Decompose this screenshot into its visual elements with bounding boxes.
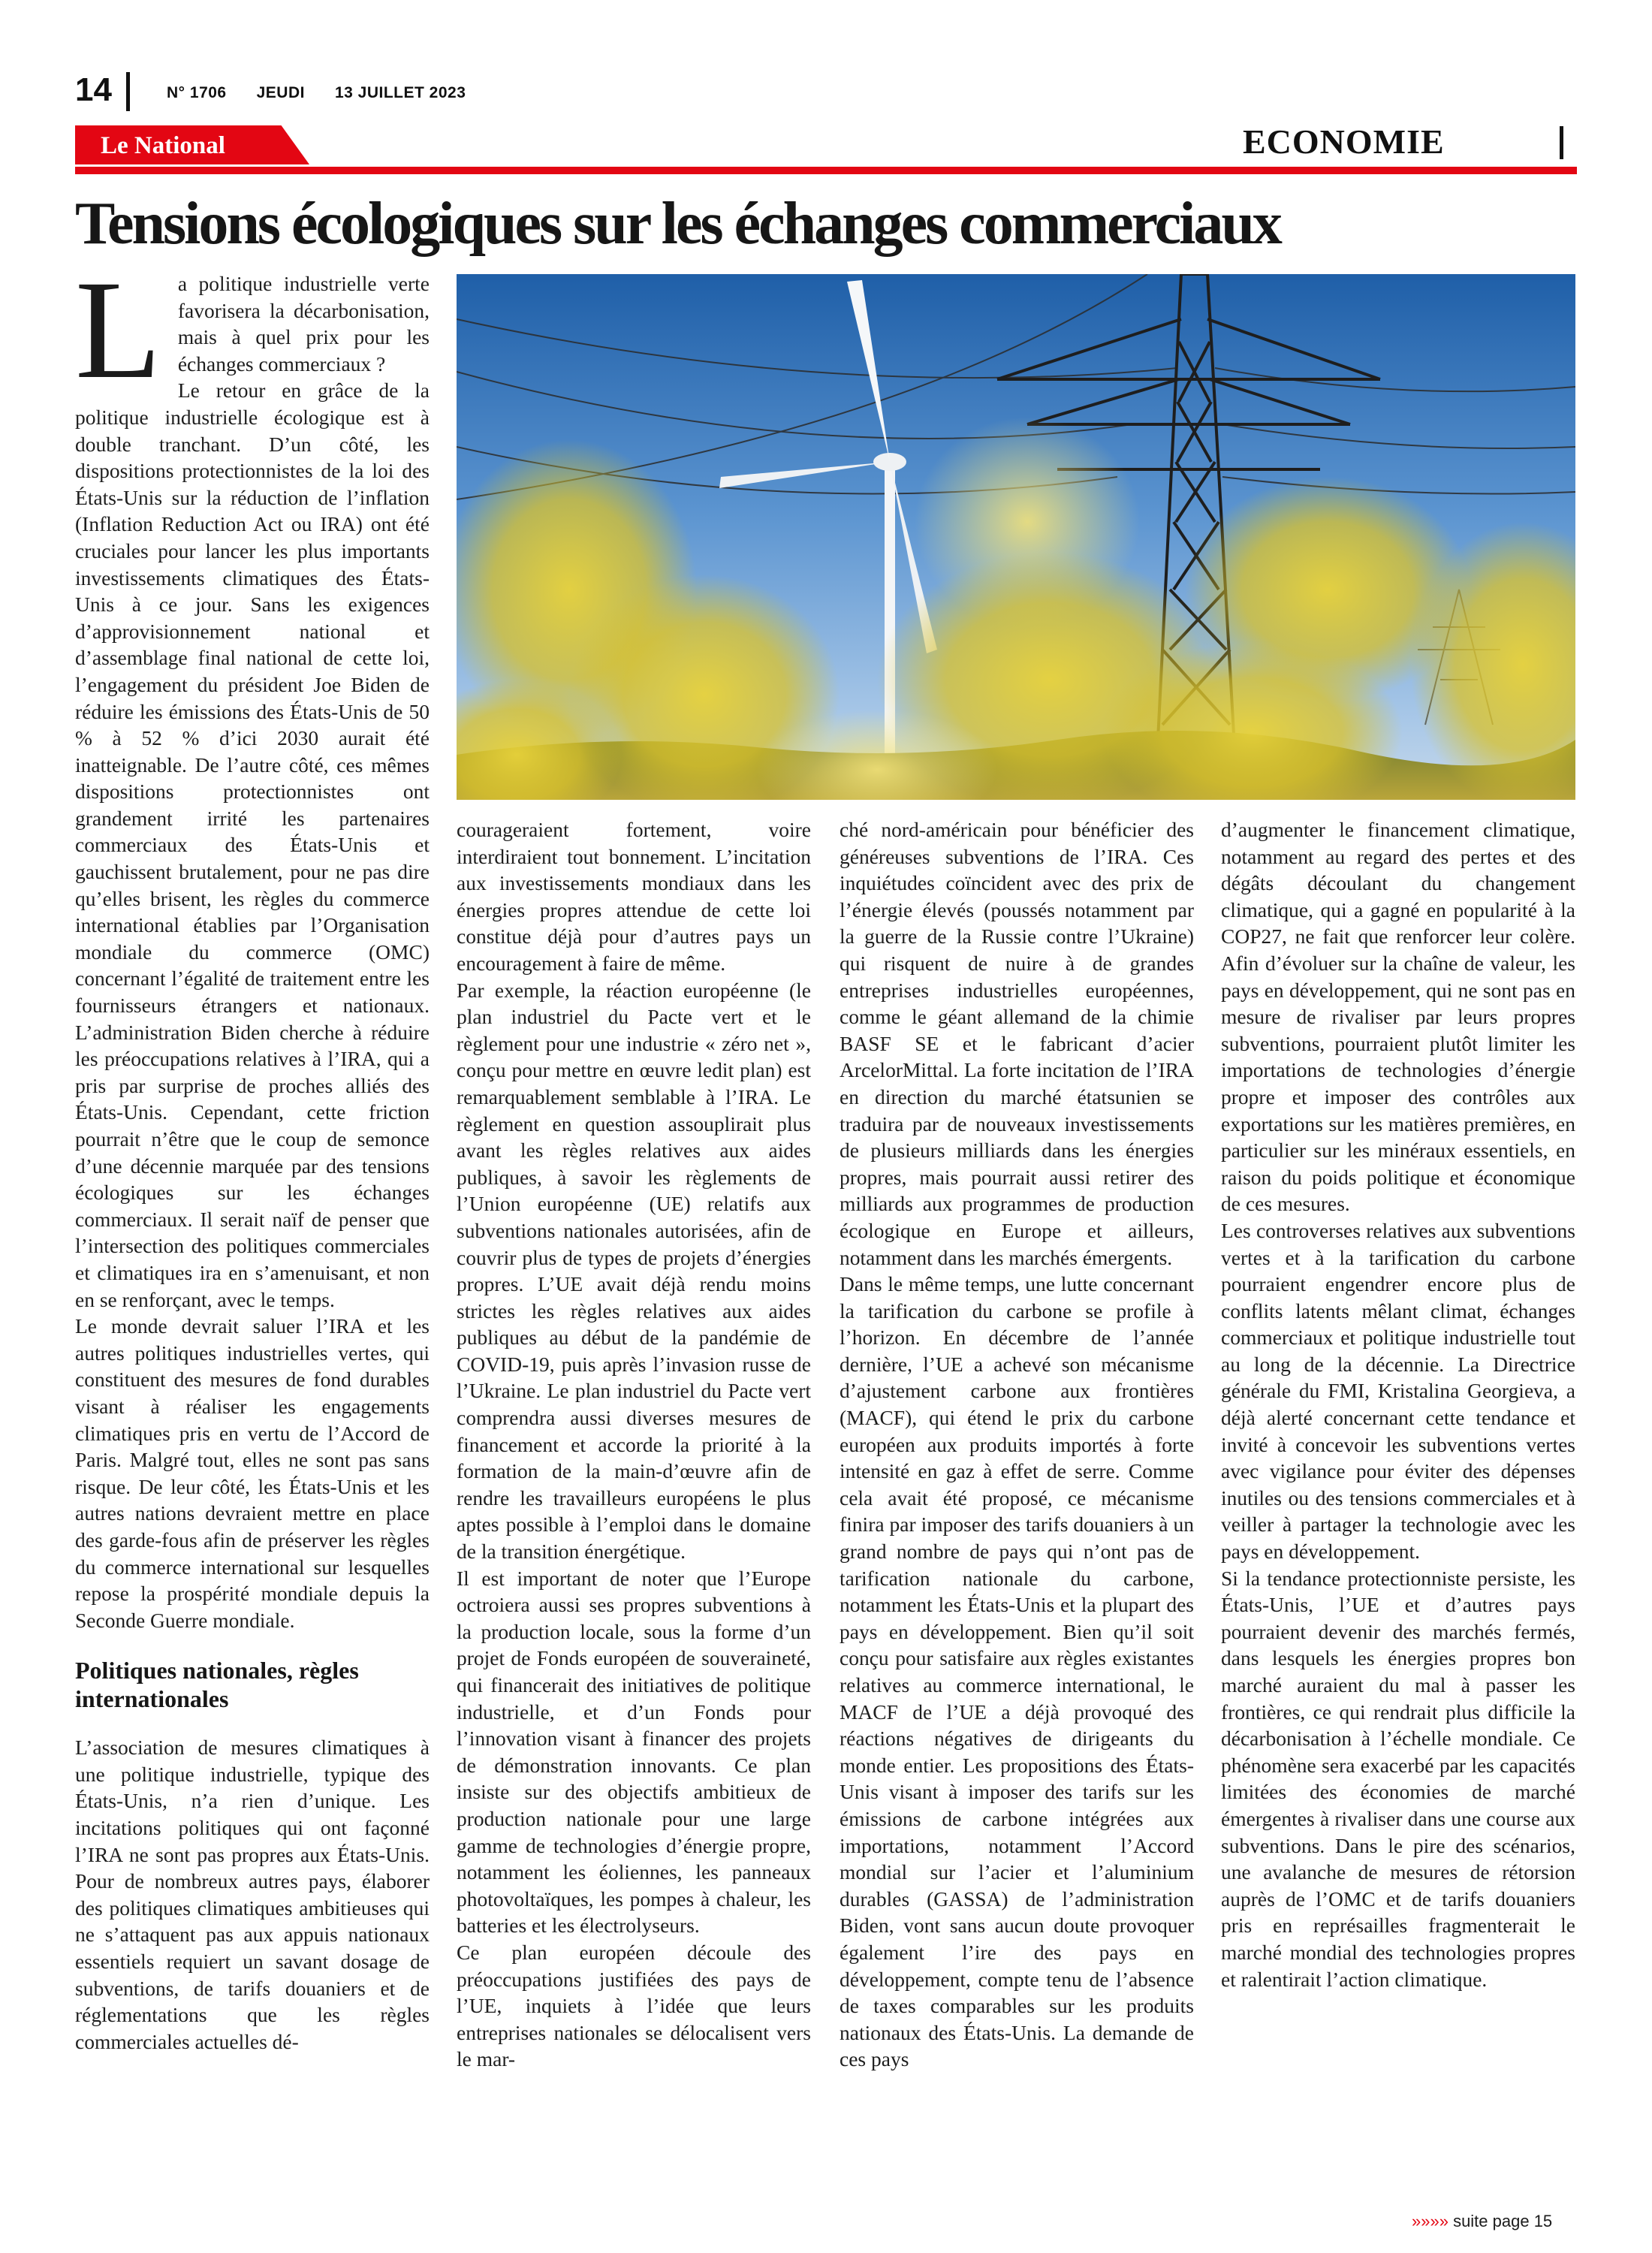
continuation-link[interactable] (1412, 2212, 1552, 2231)
paragraph: ché nord-américain pour bénéficier des généreuses subventions de l’IRA. Ces inquiétudes coïncident avec des prix de l’énergie élevés (poussés notamment par la guerre de la Russie contre l’Ukraine) qui risquent de nuire à de grandes entreprises industrielles européennes, comme le géant allemand de la chimie BASF SE et le fabricant d’acier ArcelorMittal. La forte incitation de l’IRA en direction du marché étatsunien se traduira par de nouveaux investissements de plusieurs milliards dans les énergies propres, mais pourrait aussi retirer des milliards aux programmes de production écologique en Europe et ailleurs, notamment dans les marchés émergents. (840, 818, 1194, 1269)
paragraph: Le monde devrait saluer l’IRA et les autres politiques industrielles vertes, qui constituent des mesures de fond durables visant à réaliser les engagements climatiques pris en vertu de l’Accord de Paris. Malgré tout, elles ne sont pas sans risque. De leur côté, les États-Unis et les autres nations devraient mettre en place des garde-fous afin de préserver les règles du commerce international sur lesquelles repose la prospérité mondiale depuis la Seconde Guerre mondiale. (75, 1314, 430, 1632)
section-title: ECONOMIE (1243, 122, 1445, 161)
article-column-1 (75, 251, 430, 2055)
article-column-2 (457, 816, 811, 2073)
paragraph: Le retour en grâce de la politique industrielle écologique est à double tranchant. D’un côté, les dispositions protectionnistes de la loi des États-Unis sur la réduction de l’inflation (Inflation Reduction Act ou IRA) ont été cruciales pour lancer les plus importants investissements climatiques des États-Unis à ce jour. Sans les exigences d’approvisionnement national et d’assemblage final national de cette loi, l’engagement du président Joe Biden de réduire les émissions des États-Unis de 50 % à 52 % d’ici 2030 aurait été inatteignable. De l’autre côté, ces mêmes dispositions protectionnistes ont grandement irrité les partenaires commerciaux des États-Unis et gauchissent brutalement, pour ne pas dire qu’elles brisent, les règles du commerce international établies par l’Organisation mondiale du commerce (OMC) concernant l’égalité de traitement entre les fournisseurs étrangers et nationaux. L’administration Biden cherche à réduire les préoccupations relatives à l’IRA, qui a pris par surprise de proches alliés des États-Unis. Cependant, cette friction pourrait n’être que le coup de semonce d’une décennie marquée par des tensions écologiques sur les échanges commerciaux. Il serait naïf de penser que l’intersection des politiques commerciales et climatiques ira en s’amenuisant, et non en se renforçant, avec le temps. (75, 379, 430, 1311)
paragraph: courageraient fortement, voire interdiraient tout bonnement. L’incitation aux investissements mondiaux dans les énergies propres attendue de cette loi constitue déjà pour d’autres pays un encouragement à faire de même. (457, 818, 811, 975)
section-subhead: Politiques nationales, règles internationales (75, 1657, 359, 1713)
header-rule (75, 167, 1577, 174)
continuation-label: suite page 15 (1453, 2212, 1553, 2230)
paragraph: Les controverses relatives aux subventions vertes et à la tarification du carbone pourraient engendrer encore plus de conflits latents mêlant climat, échanges commerciaux et politique industrielle tout au long de la décennie. La Directrice générale du FMI, Kristalina Georgieva, a déjà alerté concernant cette tendance et invité à concevoir les subventions vertes avec vigilance pour éviter des dépenses inutiles ou des tensions commerciales et à veiller à partager la technologie avec les pays en développement. (1221, 1218, 1575, 1564)
paragraph: Ce plan européen découle des préoccupations justifiées des pays de l’UE, inquiets à l’idée que leurs entreprises nationales se délocalisent vers le mar- (457, 1940, 811, 2071)
wind-turbine-and-pylon-photo (457, 274, 1575, 800)
paragraph: Par exemple, la réaction européenne (le plan industriel du Pacte vert et le règlement pour une industrie « zéro net », conçu pour mettre en œuvre ledit plan) est remarquablement semblable à l’IRA. Le règlement en question assouplirait plus avant les règles relatives aux aides publiques, à savoir les règlements de l’Union européenne (UE) relatifs aux subventions nationales autorisées, afin de couvrir plus de types de projets d’énergies propres. L’UE avait déjà rendu moins strictes les règles relatives aux aides publiques au début de la pandémie de COVID-19, puis après l’invasion russe de l’Ukraine. Le plan industriel du Pacte vert comprendra aussi diverses mesures de financement et accorde la priorité à la formation de la main-d’œuvre afin de rendre les travailleurs européens le plus aptes possible à l’emploi dans le domaine de la transition énergétique. (457, 978, 811, 1564)
section-divider (1560, 126, 1563, 159)
paragraph: Il est important de noter que l’Europe octroiera aussi ses propres subventions à la production locale, sous la forme d’un projet de Fonds européen de souveraineté, qui financerait des initiatives de politique industrielle, et d’un Fonds pour l’innovation visant à financer des projets de démonstration innovants. Ce plan insiste sur des objectifs ambitieux de production nationale pour une large gamme de technologies d’énergie propre, notamment les éoliennes, les panneaux photovoltaïques, les pompes à chaleur, les batteries et les électrolyseurs. (457, 1566, 811, 1938)
article-column-4 (1221, 816, 1575, 1992)
drop-cap: L (75, 251, 161, 408)
article-headline: Tensions écologiques sur les échanges commerciaux (75, 191, 1280, 257)
paragraph: L’association de mesures climatiques à une politique industrielle, typique des États-Unis, n’a rien d’unique. Les incitations politiques qui ont façonné l’IRA ne sont pas propres aux États-Unis. Pour de nombreux autres pays, élaborer des politiques climatiques ambitieuses qui ne s’attaquent pas aux appuis nationaux essentiels requiert un savant dosage de subventions, de tarifs douaniers et de réglementations que les règles commerciales actuelles dé- (75, 1736, 430, 2053)
lead-paragraph (75, 251, 430, 408)
paragraph: Si la tendance protectionniste persiste, les États-Unis, l’UE et d’autres pays pourraient devenir des marchés fermés, dans lesquels les énergies propres bon marché auraient du mal à passer les frontières, ce qui rendrait plus difficile la décarbonisation à l’échelle mondiale. Ce phénomène sera exacerbé par les capacités limitées des économies de marché émergentes à rivaliser dans une course aux subventions. Dans le pire des scénarios, une avalanche de mesures de rétorsion auprès de l’OMC et de tarifs douaniers pris en représailles fragmenterait le marché mondial des technologies propres et ralentirait l’action climatique. (1221, 1566, 1575, 1991)
paragraph: d’augmenter le financement climatique, notamment au regard des pertes et des dégâts découlant du changement climatique, qui a gagné en popularité à la COP27, ne fait que renforcer leur colère. Afin d’évoluer sur la chaîne de valeur, les pays en développement, qui ne sont pas en mesure de rivaliser par leurs propres subventions, pourraient plutôt limiter les importations de technologies d’énergie propre et imposer des contrôles aux exportations sur les matières premières, en particulier sur les minéraux essentiels, en raison du poids politique et économique de ces mesures. (1221, 818, 1575, 1216)
continuation-arrows: »»»» (1412, 2212, 1454, 2230)
issue-day: JEUDI (256, 84, 305, 101)
lead-text: a politique industrielle verte favorisera la décarbonisation, mais à quel prix pour les échanges commerciaux ? (177, 272, 430, 376)
article-column-3 (840, 816, 1194, 2073)
issue-date: 13 JUILLET 2023 (334, 84, 466, 101)
publication-name: Le National (101, 132, 225, 159)
page-number: 14 (75, 71, 112, 108)
header-divider (126, 72, 130, 111)
issue-number: N° 1706 (167, 84, 227, 101)
paragraph: Dans le même temps, une lutte concernant la tarification du carbone se profile à l’horizon. En décembre de l’année dernière, l’UE a achevé son mécanisme d’ajustement carbone aux frontières (MACF), qui étend le prix du carbone européen aux produits importés à forte intensité en gaz à effet de serre. Comme cela avait été proposé, ce mécanisme finira par imposer des tarifs douaniers à un grand nombre de pays qui n’ont pas de tarification nationale du carbone, notamment les États-Unis et la plupart des pays en développement. Bien qu’il soit conçu pour satisfaire aux règles existantes relatives au commerce international, le MACF de l’UE a déjà provoqué des réactions négatives de dirigeants du monde entier. Les propositions des États-Unis visant à imposer des tarifs sur les émissions de carbone intégrées aux importations, notamment l’Accord mondial sur l’acier et l’aluminium durables (GASSA) de l’administration Biden, vont sans aucun doute provoquer également l’ire des pays en développement, compte tenu de l’absence de taxes comparables sur les produits nationaux des États-Unis. La demande de ces pays (840, 1272, 1194, 2071)
issue-info (167, 84, 466, 102)
